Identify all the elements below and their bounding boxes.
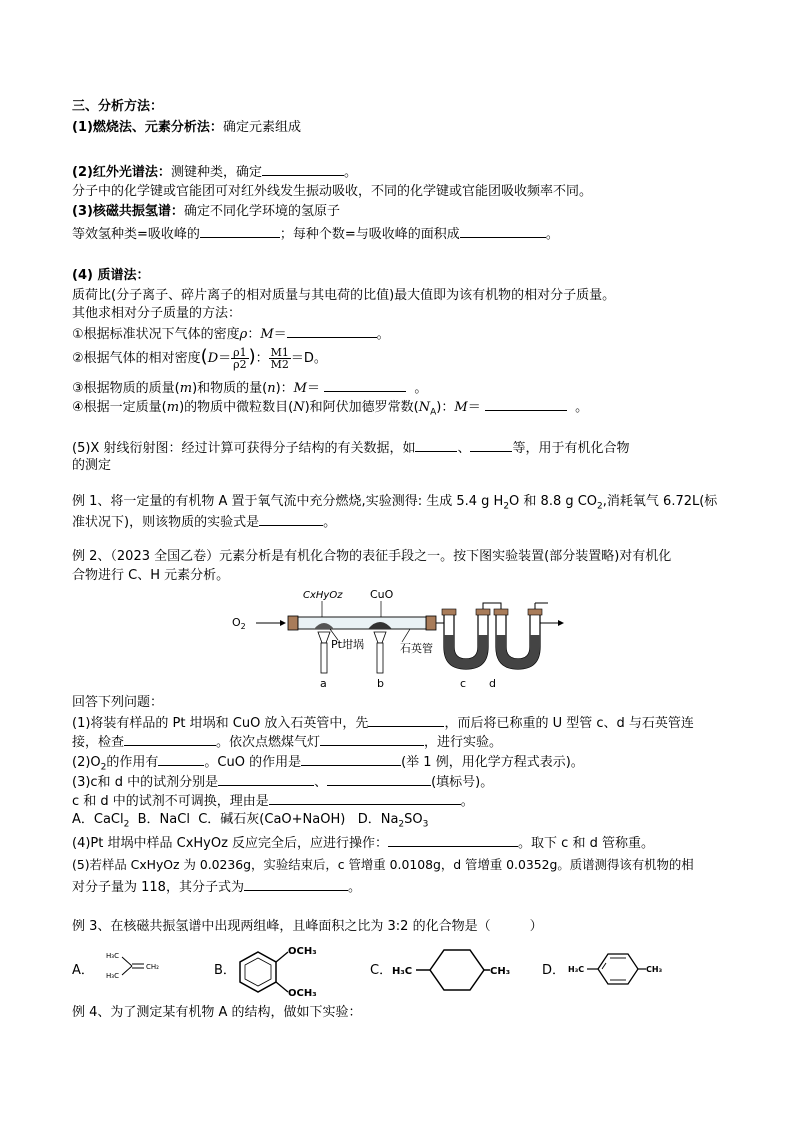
answer-blank[interactable] <box>301 752 401 766</box>
option-c-label: C． <box>370 963 393 978</box>
subscript: 2 <box>123 819 130 830</box>
punct: 。 <box>323 515 337 530</box>
punct: ＝ <box>467 400 481 415</box>
option-a-label: A． <box>72 963 94 978</box>
label-b: b <box>377 677 384 690</box>
question-text: (4)Pt 坩埚中样品 CxHyOz 反应完全后，应进行操作： <box>72 836 389 851</box>
option-d: D．Na <box>357 812 399 827</box>
note-part: ；每种个数=与吸收峰的面积成 <box>279 227 460 242</box>
m-symbol: m <box>166 400 180 415</box>
question-text: (3)c和 d 中的试剂分别是 <box>72 775 219 790</box>
cuo-label: CuO <box>370 588 394 601</box>
question-text: 。CuO 的作用是 <box>204 755 302 770</box>
structure-a <box>104 948 176 984</box>
subscript: 2 <box>597 501 603 512</box>
punct: 、 <box>314 775 328 790</box>
punct: 。 <box>343 165 357 180</box>
option-b-label: B． <box>214 963 236 978</box>
item-text: ④根据一定质量( <box>72 400 167 415</box>
answer-blank[interactable] <box>460 224 546 238</box>
fraction-denominator: ρ2 <box>233 358 247 371</box>
fraction-denominator: M2 <box>270 358 289 371</box>
methyl-right: CH₃ <box>490 966 511 977</box>
method-3-note <box>72 224 559 244</box>
methoxy-top: OCH₃ <box>288 946 317 957</box>
answer-blank[interactable] <box>244 877 348 891</box>
M-symbol: M <box>293 381 307 396</box>
example-4: 例 4、为了测定某有机物 A 的结构，做如下实验： <box>72 1005 362 1020</box>
item-text: ＝D。 <box>290 351 327 366</box>
method-2-note: 分子中的化学键或官能团可对红外线发生振动吸收，不同的化学键或官能团吸收频率不同。 <box>72 184 593 199</box>
subscript: 2 <box>398 819 405 830</box>
example-3: 例 3、在核磁共振氢谱中出现两组峰，且峰面积之比为 3:2 的化合物是（ ） <box>72 919 543 934</box>
burner-a <box>318 632 330 673</box>
item-text: ③根据物质的质量( <box>72 381 180 396</box>
apparatus-diagram <box>230 585 570 690</box>
method-3-text: 确定不同化学环境的氢原子 <box>183 204 340 219</box>
punct: 。 <box>460 794 474 809</box>
option-b: B．NaCl <box>137 812 190 827</box>
option-d-formula: SO <box>404 812 423 827</box>
item-text: ②根据气体的相对密度 <box>72 351 201 366</box>
method-4-note: 质荷比(分子离子、碎片离子的相对质量与其电荷的比值)最大值即为该有机物的相对分子质量。 <box>72 288 616 303</box>
method-5 <box>72 438 629 458</box>
label-c: c <box>460 677 467 690</box>
punct: 。 <box>376 327 390 342</box>
option-a: A．CaCl <box>72 812 124 827</box>
M-symbol: M <box>260 327 274 342</box>
question-3-reason <box>72 791 474 811</box>
question-3-options <box>72 811 428 834</box>
question-text: (1)将装有样品的 Pt 坩埚和 CuO 放入石英管中，先 <box>72 716 369 731</box>
u-tube-c <box>436 609 490 669</box>
arrowhead <box>280 620 286 626</box>
answer-blank[interactable] <box>200 224 280 238</box>
question-3 <box>72 772 493 792</box>
rho-symbol: ρ <box>239 327 248 342</box>
answer-intro: 回答下列问题： <box>72 695 164 710</box>
answer-blank[interactable] <box>368 713 444 727</box>
question-text: 。取下 c 和 d 管称重。 <box>518 836 654 851</box>
method-4-other: 其他求相对分子质量的方法： <box>72 306 242 321</box>
subscript: 2 <box>503 501 510 512</box>
question-text: ，进行实验。 <box>424 735 503 750</box>
o2-label: $O_2$ <box>232 616 246 631</box>
fraction-numerator: ρ1 <box>233 346 247 359</box>
answer-blank[interactable] <box>218 772 314 786</box>
method-2 <box>72 162 357 182</box>
subscript: 3 <box>422 819 429 830</box>
question-text: (举 1 例，用化学方程式表示)。 <box>401 755 584 770</box>
N-symbol: N <box>293 400 305 415</box>
answer-blank[interactable] <box>324 378 406 392</box>
punct: ＝ <box>273 327 287 342</box>
methyl-right: CH₃ <box>646 965 663 974</box>
example-text: O 和 8.8 g CO <box>509 494 598 509</box>
question-text: (填标号)。 <box>431 775 494 790</box>
method-1 <box>72 119 301 137</box>
question-text: 对分子量为 118，其分子式为 <box>72 880 244 895</box>
subscript: 2 <box>100 762 107 773</box>
burner-b <box>374 632 386 673</box>
structure-d <box>566 950 676 990</box>
methyl-left: H₃C <box>392 966 413 977</box>
punct: 。 <box>347 880 361 895</box>
item-1 <box>72 324 390 344</box>
mass-fraction <box>269 347 291 370</box>
methyl-top: H₃C <box>106 952 119 960</box>
item-text: )和物质的量( <box>192 381 268 396</box>
punct: 。 <box>545 227 559 242</box>
punct: ： <box>255 351 269 366</box>
method-1-label: (1)燃烧法、元素分析法： <box>72 120 223 135</box>
item-2: ②根据气体的相对密度(D＝ $\frac{\rho 1}{\rho 2}$ )： $\frac{M1}{M2}$ ＝D。 <box>72 346 327 371</box>
outlet-arrow <box>558 620 564 626</box>
methylene: CH₂ <box>146 963 159 971</box>
question-5: (5)若样品 CxHyOz 为 0.0236g，实验结束后，c 管增重 0.0108g，d 管增重 0.0352g。质谱测得该有机物的相 <box>72 857 694 872</box>
structure-c <box>390 944 520 994</box>
crucible-label: Pt坩埚 <box>331 638 364 651</box>
density-fraction <box>231 347 248 370</box>
m-symbol: m <box>179 381 193 396</box>
answer-blank[interactable] <box>158 752 204 766</box>
item-3 <box>72 378 427 398</box>
M-symbol: M <box>454 400 468 415</box>
method-2-label: (2)红外光谱法： <box>72 165 171 180</box>
answer-blank[interactable] <box>327 772 431 786</box>
answer-blank[interactable] <box>388 833 518 847</box>
label-d: d <box>489 677 496 690</box>
punct: ＝ <box>218 351 232 366</box>
question-text: (2)O <box>72 755 101 770</box>
item-text: (5)X 射线衍射图：经过计算可获得分子结构的有关数据，如 <box>72 441 416 456</box>
question-4 <box>72 833 654 853</box>
section-title: 三、分析方法： <box>72 99 164 114</box>
item-text: )的物质中微粒数目( <box>179 400 294 415</box>
punct: 。 <box>575 400 589 415</box>
methoxy-bottom: OCH₃ <box>288 988 317 999</box>
answer-blank[interactable] <box>320 732 424 746</box>
item-text: )： <box>436 400 455 415</box>
method-3 <box>72 203 340 221</box>
example-1-cont <box>72 512 336 532</box>
question-1-cont <box>72 732 502 752</box>
answer-blank[interactable] <box>262 162 344 176</box>
item-text: )和阿伏加德罗常数( <box>304 400 419 415</box>
note-part: 等效氢种类=吸收峰的 <box>72 227 200 242</box>
answer-blank[interactable] <box>415 438 457 452</box>
question-5-cont <box>72 877 361 897</box>
example-text: 准状况下)，则该物质的实验式是 <box>72 515 260 530</box>
u-tube-d <box>494 609 542 669</box>
NA-symbol: N <box>418 400 431 415</box>
item-text: )： <box>275 381 294 396</box>
punct: 、 <box>457 441 471 456</box>
question-text: ，而后将已称重的 U 型管 c、d 与石英管连 <box>444 716 694 731</box>
methyl-bottom: H₃C <box>106 972 119 980</box>
option-c: C．碱石灰(CaO+NaOH) <box>198 812 346 827</box>
method-5-cont: 的测定 <box>72 458 112 473</box>
fraction-numerator: M1 <box>270 346 289 359</box>
method-2-text: 测键种类，确定 <box>170 165 262 180</box>
punct: ： <box>247 327 261 342</box>
answer-blank[interactable] <box>485 397 567 411</box>
D-symbol: D <box>207 351 219 366</box>
example-text: 例 1、将一定量的有机物 A 置于氧气流中充分燃烧,实验测得: 生成 5.4 g H <box>72 494 504 509</box>
tube-label: 石英管 <box>400 642 433 655</box>
left-stopper <box>288 616 298 630</box>
punct: ＝ <box>306 381 320 396</box>
answer-blank[interactable] <box>124 732 216 746</box>
structure-b <box>236 940 326 1000</box>
methyl-left: H₃C <box>568 965 585 974</box>
example-2-line1: 例 2、（2023 全国乙卷）元素分析是有机化合物的表征手段之一。按下图实验装置(部分装置略)对有机化 <box>72 549 672 564</box>
answer-blank[interactable] <box>269 791 461 805</box>
question-text: 接，检查 <box>72 735 125 750</box>
item-text: 等，用于有机化合物 <box>512 441 630 456</box>
item-4 <box>72 397 588 422</box>
label-a: a <box>320 677 327 690</box>
method-3-label: (3)核磁共振氢谱： <box>72 204 184 219</box>
n-symbol: n <box>267 381 276 396</box>
answer-blank[interactable] <box>470 438 512 452</box>
right-stopper <box>426 616 436 630</box>
option-d-label: D． <box>542 963 566 978</box>
question-text: 。依次点燃煤气灯 <box>216 735 321 750</box>
item-text: ①根据标准状况下气体的密度 <box>72 327 240 342</box>
example-2-line2: 合物进行 C、H 元素分析。 <box>72 568 230 583</box>
subscript: A <box>430 407 437 418</box>
question-1 <box>72 713 694 733</box>
method-1-text: 确定元素组成 <box>222 120 301 135</box>
punct: 。 <box>414 381 428 396</box>
question-text: c 和 d 中的试剂不可调换，理由是 <box>72 794 269 809</box>
sample-label: CxHyOz <box>303 590 343 601</box>
question-text: 的作用有 <box>106 755 159 770</box>
answer-blank[interactable] <box>287 324 377 338</box>
method-4-label: (4) 质谱法： <box>72 268 150 283</box>
answer-blank[interactable] <box>259 512 323 526</box>
example-text: ,消耗氧气 6.72L(标 <box>602 494 718 509</box>
